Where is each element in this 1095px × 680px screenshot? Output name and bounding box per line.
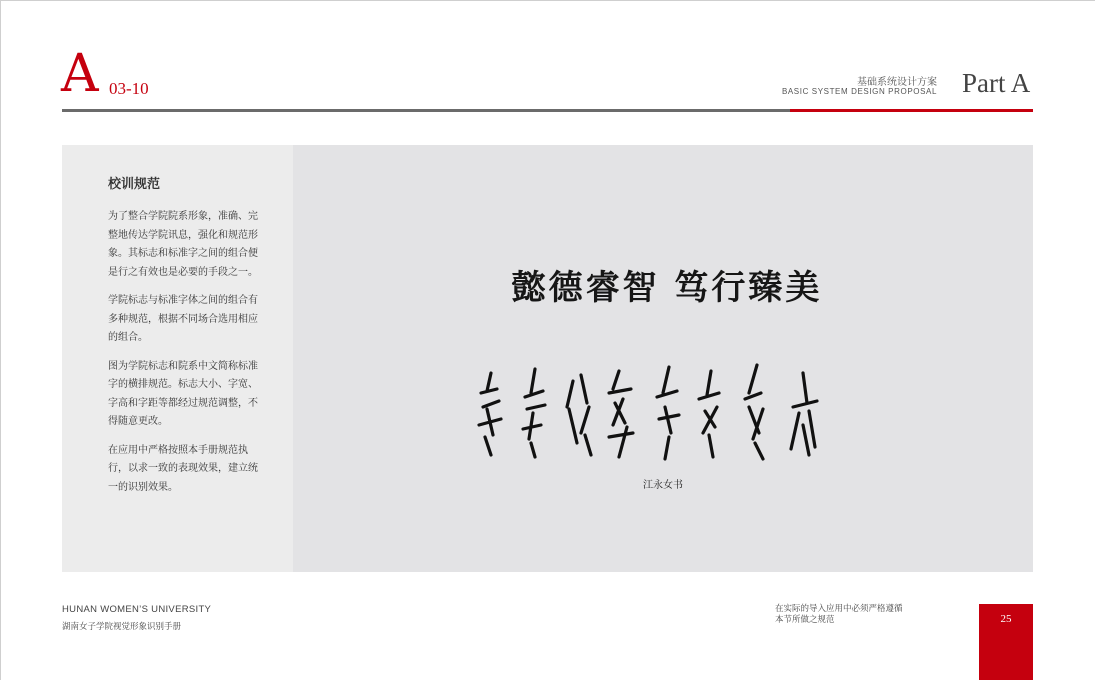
footer-note-line: 在实际的导入应用中必须严格遵循	[775, 604, 903, 614]
header-rule-red	[790, 109, 1033, 112]
header-title-en: BASIC SYSTEM DESIGN PROPOSAL	[781, 87, 937, 96]
frame-left-line	[0, 0, 1, 680]
footer-manual-title: 湖南女子学院视觉形象识别手册	[62, 622, 182, 632]
nushu-script-image	[473, 363, 853, 463]
part-label: Part A	[962, 68, 1031, 98]
section-letter: A	[61, 44, 99, 104]
description-paragraph: 学院标志与标准字体之间的组合有多种规范，根据不同场合选用相应的组合。	[108, 295, 258, 343]
footer-note-line: 本节所做之规范	[775, 615, 835, 625]
page-number-box	[979, 604, 1033, 680]
description-paragraph: 在应用中严格按照本手册规范执行，以求一致的表现效果，建立统一的识别效果。	[108, 444, 258, 493]
motto-display-panel	[293, 145, 1033, 572]
image-caption: 江永女书	[643, 480, 683, 491]
description-paragraph: 图为学院标志和院系中文简称标准字的横排规范。标志大小、字宽、字高和字距等都经过规范调整，不得随意更改。	[108, 360, 258, 427]
header-rule-grey	[62, 109, 790, 112]
footer-university-name: HUNAN WOMEN’S UNIVERSITY	[62, 604, 212, 615]
footer-note	[775, 604, 903, 626]
motto-calligraphy: 懿德睿智 笃行臻美	[511, 268, 823, 308]
description-body	[108, 208, 258, 507]
frame-top-line	[0, 0, 1095, 1]
description-paragraph: 为了整合学院院系形象，准确、完整地传达学院讯息，强化和规范形象。其标志和标准字之间的组合便是行之有效也是必要的手段之一。	[108, 211, 258, 278]
description-panel	[62, 145, 293, 572]
page-number: 25	[1000, 613, 1012, 625]
section-title: 校训规范	[108, 177, 161, 192]
page-code: 03-10	[109, 79, 149, 98]
header-title-cn: 基础系统设计方案	[857, 77, 937, 88]
